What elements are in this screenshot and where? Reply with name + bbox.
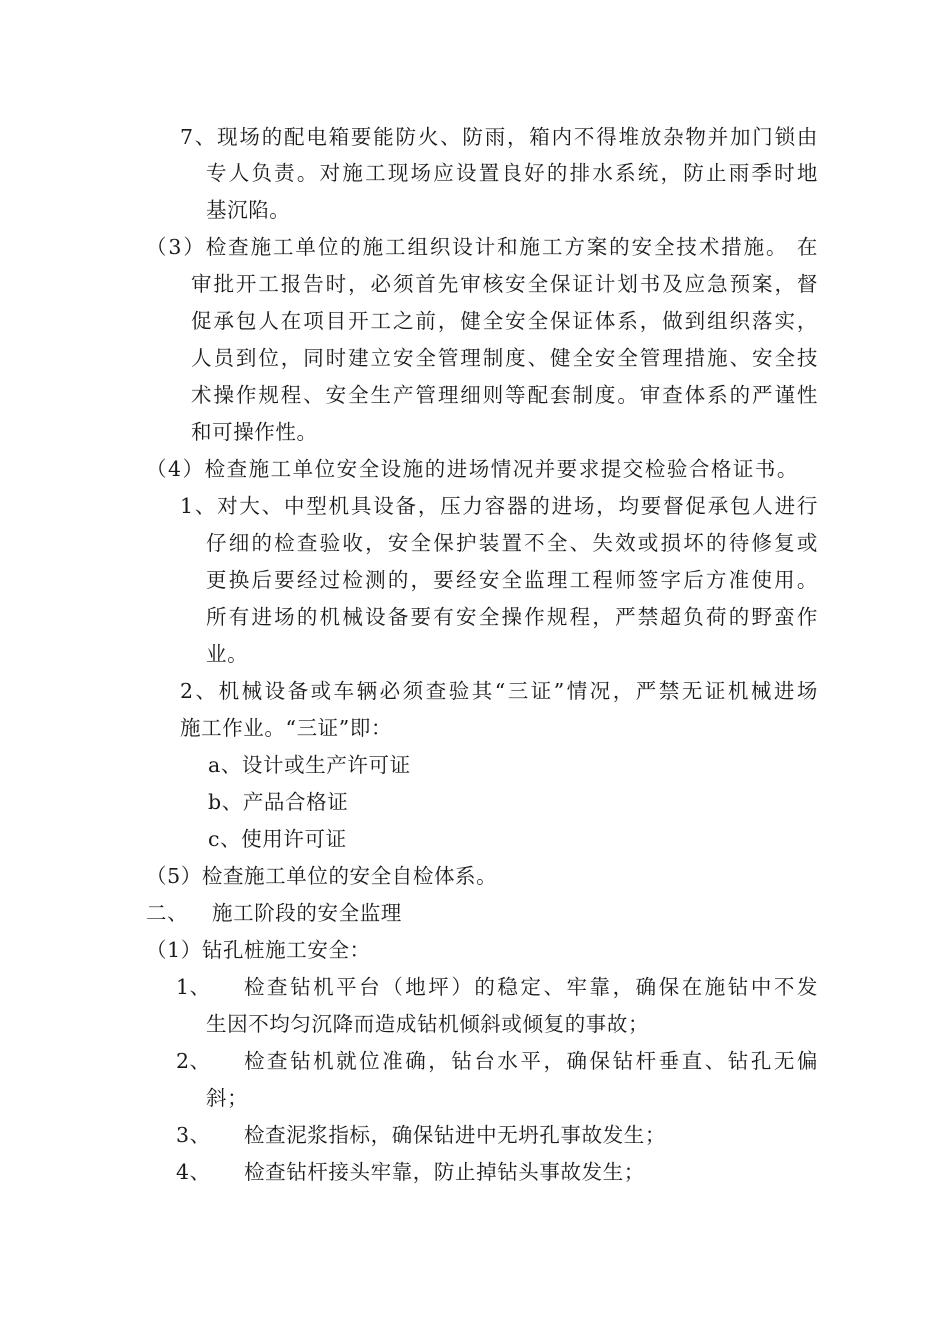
text-line: 基沉陷。 xyxy=(206,198,291,222)
text-line: 审批开工报告时，必须首先审核安全保证计划书及应急预案，督 xyxy=(191,272,818,296)
text-line: 生因不均匀沉降而造成钻机倾斜或倾复的事故； xyxy=(206,1012,650,1036)
text-line: a、设计或生产许可证 xyxy=(208,753,411,777)
text-line: c、使用许可证 xyxy=(208,827,347,851)
section-number: 二、 xyxy=(146,901,189,925)
text-line: 斜； xyxy=(206,1086,249,1110)
text-line: 更换后要经过检测的，要经安全监理工程师签字后方准使用。 xyxy=(206,568,818,592)
text-line: 检查泥浆指标，确保钻进中无坍孔事故发生； xyxy=(244,1123,666,1147)
text-line: （5）检查施工单位的安全自检体系。 xyxy=(146,864,498,888)
text-line: 检查钻机就位准确，钻台水平，确保钻杆垂直、钻孔无偏 xyxy=(244,1049,818,1073)
text-line: （1）钻孔桩施工安全： xyxy=(146,938,371,962)
text-line: b、产品合格证 xyxy=(208,790,349,814)
text-line: 1、对大、中型机具设备，压力容器的进场，均要督促承包人进行 xyxy=(180,494,818,518)
list-number: 4、 xyxy=(176,1160,211,1184)
text-line: 人员到位，同时建立安全管理制度、健全安全管理措施、安全技 xyxy=(191,346,818,370)
text-line: 仔细的检查验收，安全保护装置不全、失效或损坏的待修复或 xyxy=(206,531,818,555)
list-number: 2、 xyxy=(176,1049,211,1073)
text-line: 施工作业。“三证”即： xyxy=(180,716,393,740)
text-line: 检查钻杆接头牢靠，防止掉钻头事故发生； xyxy=(244,1160,645,1184)
text-line: 2、机械设备或车辆必须查验其“三证”情况，严禁无证机械进场 xyxy=(180,679,818,703)
text-line: 和可操作性。 xyxy=(191,420,318,444)
section-heading: 施工阶段的安全监理 xyxy=(212,901,402,925)
text-line: 检查钻机平台（地坪）的稳定、牢靠，确保在施钻中不发 xyxy=(244,975,818,999)
text-line: 7、现场的配电箱要能防火、防雨，箱内不得堆放杂物并加门锁由 xyxy=(180,125,818,149)
text-line: 术操作规程、安全生产管理细则等配套制度。审查体系的严谨性 xyxy=(191,383,818,407)
list-number: 3、 xyxy=(176,1123,211,1147)
text-line: （3）检查施工单位的施工组织设计和施工方案的安全技术措施。 在 xyxy=(146,235,818,259)
text-line: 专人负责。对施工现场应设置良好的排水系统，防止雨季时地 xyxy=(206,161,818,185)
text-line: 业。 xyxy=(206,642,249,666)
list-number: 1、 xyxy=(176,975,211,999)
text-line: 所有进场的机械设备要有安全操作规程，严禁超负荷的野蛮作 xyxy=(206,605,818,629)
text-line: 促承包人在项目开工之前，健全安全保证体系，做到组织落实， xyxy=(191,309,818,333)
text-line: （4）检查施工单位安全设施的进场情况并要求提交检验合格证书。 xyxy=(146,457,798,481)
